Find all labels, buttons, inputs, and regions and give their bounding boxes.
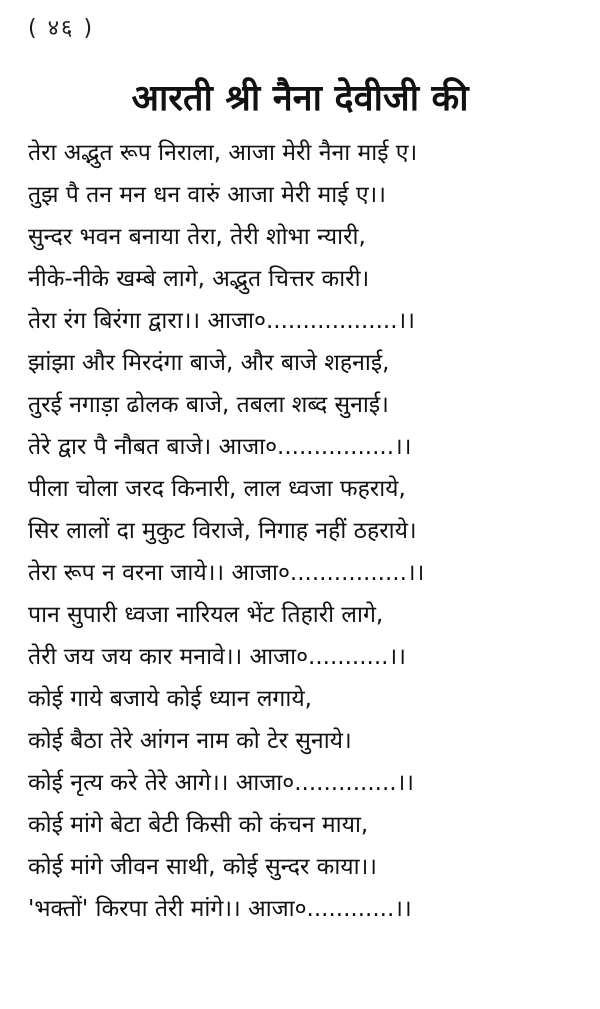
verse-line: कोई नृत्य करे तेरे आगे।। आजा०..............।। (28, 770, 414, 796)
verse-line: पान सुपारी ध्वजा नारियल भेंट तिहारी लागे, (28, 602, 384, 628)
verse-line: झांझा और मिरदंगा बाजे, और बाजे शहनाई, (28, 350, 390, 376)
verse-line: कोई मांगे जीवन साथी, कोई सुन्दर काया।। (28, 854, 378, 880)
verse-line: तेरी जय जय कार मनावे।। आजा०...........।। (28, 644, 406, 670)
verse-line: तेरा अद्भुत रूप निराला, आजा मेरी नैना माई ए। (28, 140, 418, 166)
verse-line: नीके-नीके खम्बे लागे, अद्भुत चित्तर कारी। (28, 266, 370, 292)
verse-line: सिर लालों दा मुकुट विराजे, निगाह नहीं ठहराये। (28, 518, 417, 544)
verse-line: पीला चोला जरद किनारी, लाल ध्वजा फहराये, (28, 476, 406, 502)
verse-line: 'भक्तों' किरपा तेरी मांगे।। आजा०............।। (28, 896, 412, 922)
verse-line: कोई मांगे बेटा बेटी किसी को कंचन माया, (28, 812, 369, 838)
verse-line: कोई गाये बजाये कोई ध्यान लगाये, (28, 686, 312, 712)
verse-line: तेरा रूप न वरना जाये।। आजा०................।। (28, 560, 425, 586)
verse-line: कोई बैठा तेरे आंगन नाम को टेर सुनाये। (28, 728, 352, 754)
verse-line: तुझ पै तन मन धन वारुं आजा मेरी माई ए।। (28, 182, 386, 208)
verse-line: तुरई नगाड़ा ढोलक बाजे, तबला शब्द सुनाई। (28, 392, 389, 418)
verse-lines (28, 132, 588, 930)
page-title: आरती श्री नैना देवीजी की (131, 78, 469, 119)
verse-line: तेरा रंग बिरंगा द्वारा।। आजा०..................।। (28, 308, 415, 334)
verse-line: तेरे द्वार पै नौबत बाजे। आजा०................।। (28, 434, 412, 460)
page-number: ( ४६ ) (28, 16, 95, 41)
verse-line: सुन्दर भवन बनाया तेरा, तेरी शोभा न्यारी, (28, 224, 366, 250)
